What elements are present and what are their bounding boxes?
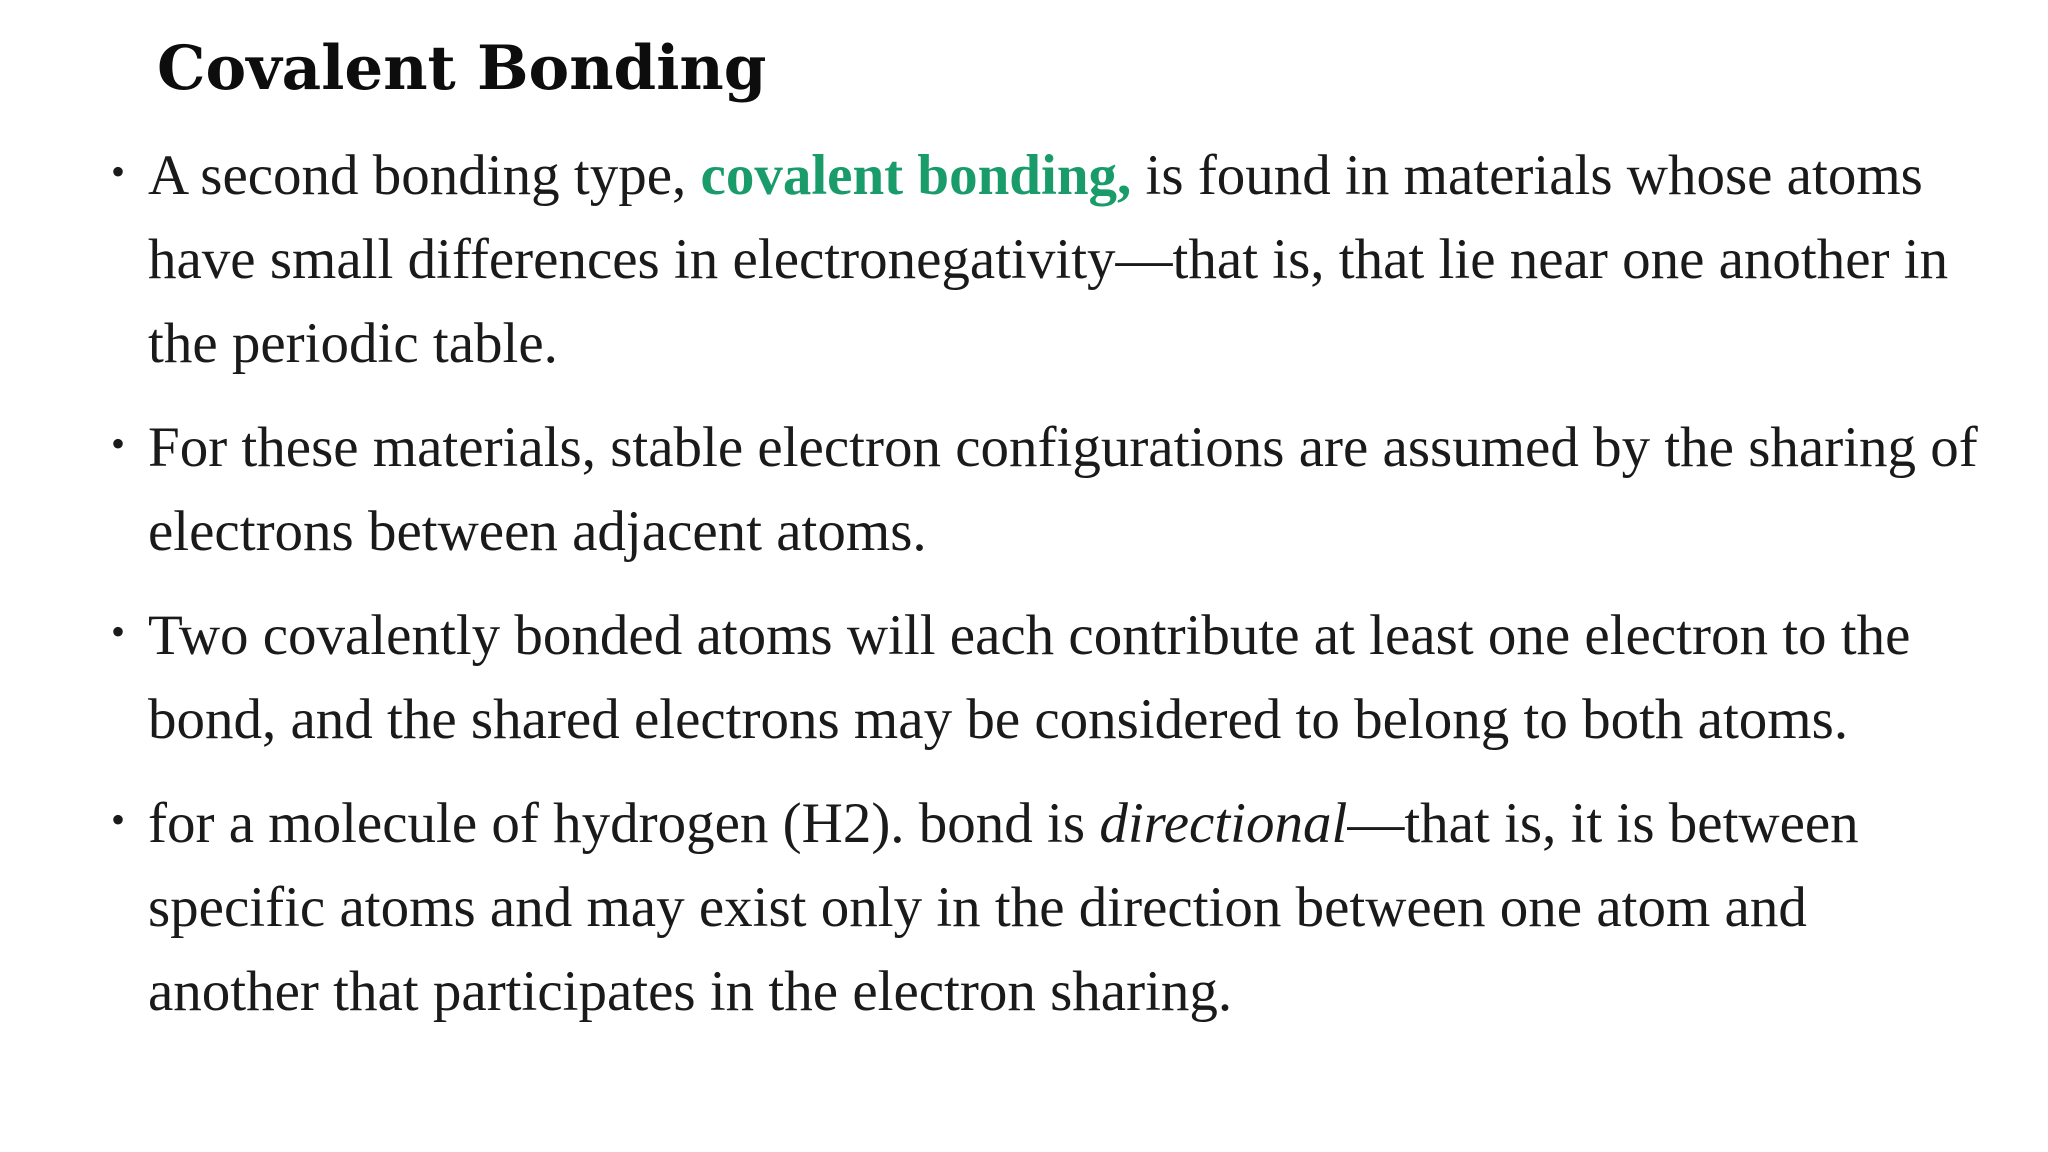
- bullet-text-tail: —that is, it is between specific atoms and may exist only in the direction between one atom and another that participates in the electron sharing.: [148, 792, 1859, 1023]
- bullet-icon: •: [111, 149, 126, 194]
- bullet-list: [111, 134, 1978, 1054]
- slide-title: Covalent Bonding: [157, 33, 767, 104]
- bullet-text-lead: A second bonding type,: [148, 144, 701, 207]
- bullet-icon: •: [111, 609, 126, 654]
- bullet-text: For these materials, stable electron configurations are assumed by the sharing of electrons between adjacent atoms.: [148, 416, 1978, 563]
- bullet-item: [111, 134, 1978, 386]
- bullet-item: [111, 782, 1978, 1034]
- bullet-item: [111, 594, 1978, 762]
- italic-term: directional: [1099, 792, 1348, 855]
- bullet-text: Two covalently bonded atoms will each contribute at least one electron to the bond, and the shared electrons may be considered to belong to both atoms.: [148, 604, 1911, 751]
- bullet-icon: •: [111, 797, 126, 842]
- bullet-text-lead: for a molecule of hydrogen (H2). bond is: [148, 792, 1100, 855]
- bullet-text-tail: is found in materials whose atoms have small differences in electronegativity—that is, that lie near one another in the periodic table.: [148, 144, 1949, 375]
- highlighted-term: covalent bonding,: [700, 144, 1132, 207]
- bullet-icon: •: [111, 421, 126, 466]
- bullet-item: [111, 406, 1978, 574]
